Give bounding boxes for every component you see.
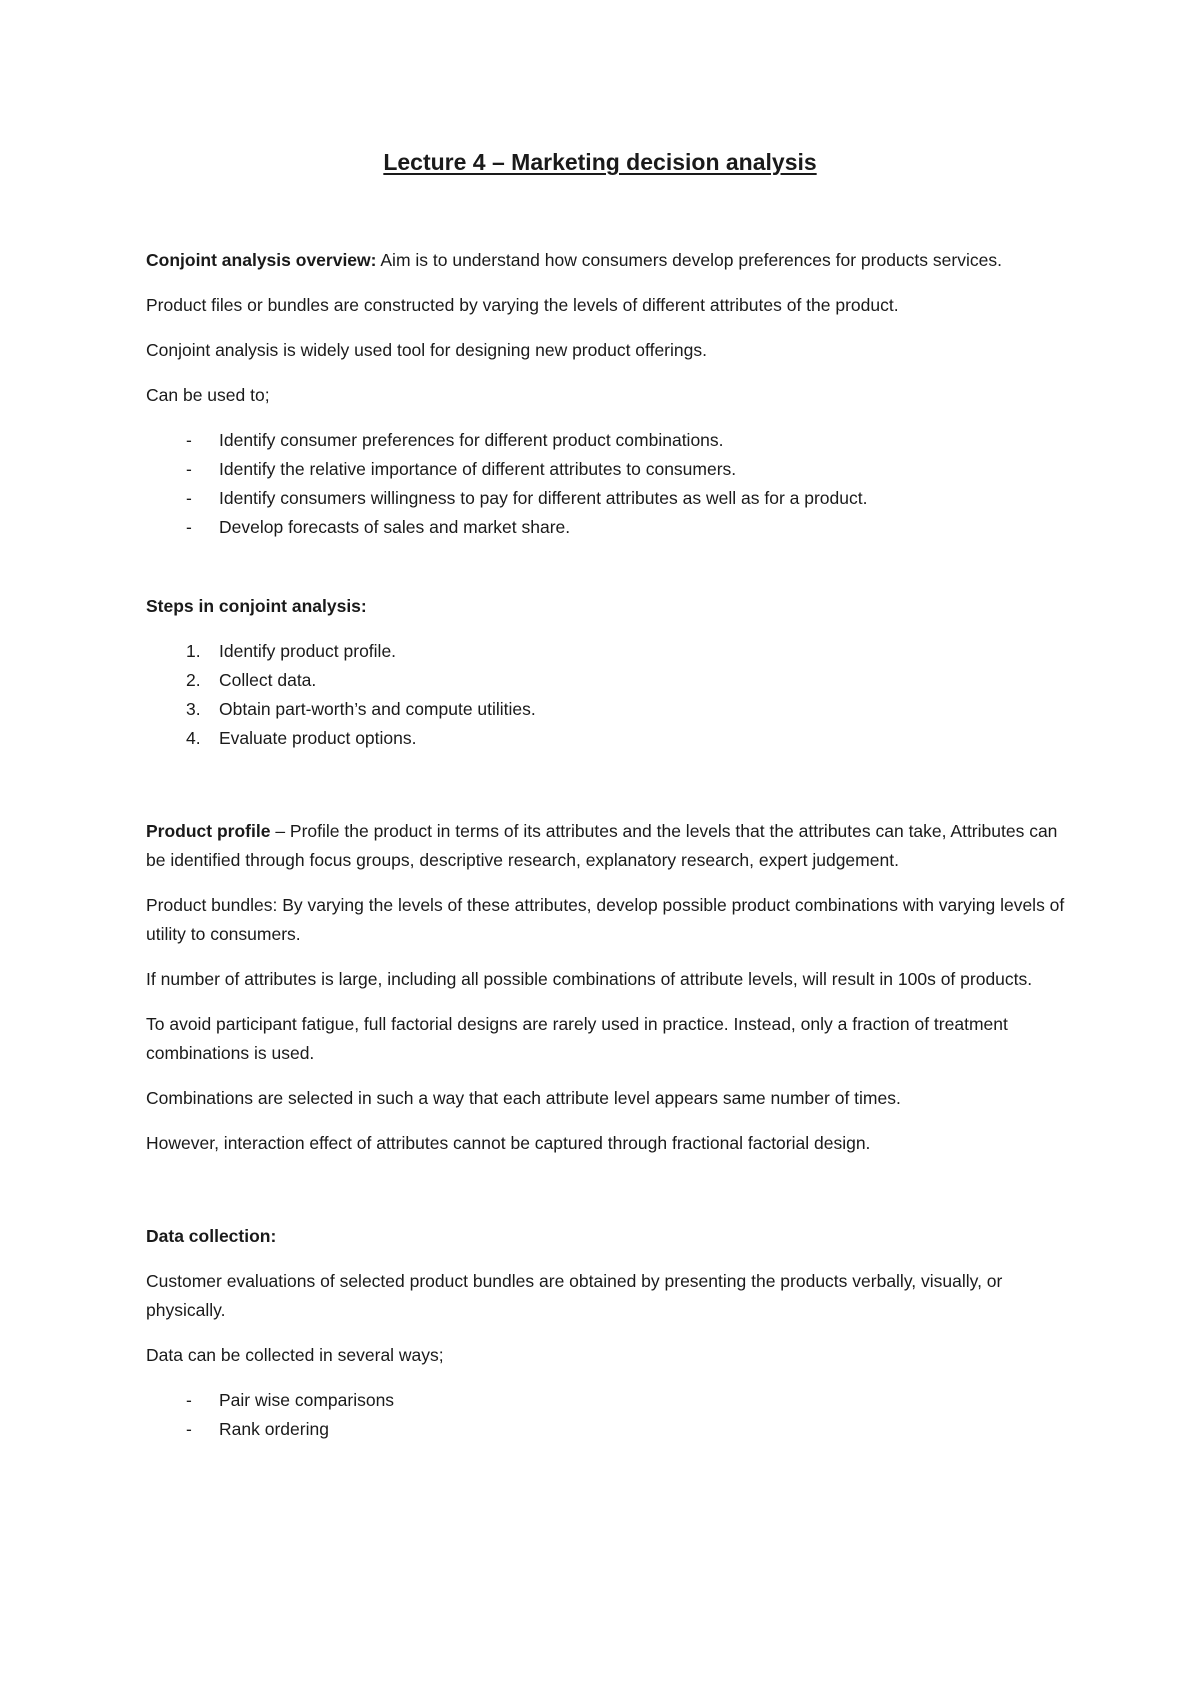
list-item (146, 1415, 1066, 1444)
dash-bullet: - (186, 1390, 192, 1410)
overview-p3: Conjoint analysis is widely used tool for designing new product offerings. (146, 340, 707, 360)
list-item-text: Identify consumer preferences for different product combinations. (219, 430, 724, 450)
steps-heading: Steps in conjoint analysis: (146, 596, 367, 616)
profile-p3: If number of attributes is large, including all possible combinations of attribute levels, will result in 100s of products. (146, 969, 1033, 989)
list-item-text: Identify consumers willingness to pay for different attributes as well as for a product. (219, 488, 868, 508)
overview-paragraph (146, 246, 1066, 275)
document-body (146, 246, 1066, 1444)
step-number: 1. (186, 641, 201, 661)
dash-bullet: - (186, 459, 192, 479)
step-number: 4. (186, 728, 201, 748)
data-collection-p1: Customer evaluations of selected product bundles are obtained by presenting the products verbally, visually, or physically. (146, 1271, 1003, 1320)
dash-bullet: - (186, 488, 192, 508)
list-item (146, 426, 1066, 455)
ways-list (146, 1386, 1066, 1444)
list-item (146, 637, 1066, 666)
dash-bullet: - (186, 430, 192, 450)
step-number: 2. (186, 670, 201, 690)
profile-text: – Profile the product in terms of its attributes and the levels that the attributes can take, Attributes can be identified through focus groups, descriptive research, explanatory research, expert judgement. (146, 821, 1058, 870)
list-item-text: Evaluate product options. (219, 728, 417, 748)
data-collection-p2: Data can be collected in several ways; (146, 1345, 444, 1365)
step-number: 3. (186, 699, 201, 719)
profile-p4: To avoid participant fatigue, full factorial designs are rarely used in practice. Instead, only a fraction of treatment combinations is used. (146, 1014, 1008, 1063)
data-collection-heading: Data collection: (146, 1226, 277, 1246)
list-item-text: Rank ordering (219, 1419, 329, 1439)
list-item-text: Obtain part-worth’s and compute utilities. (219, 699, 536, 719)
profile-heading: Product profile (146, 821, 271, 841)
dash-bullet: - (186, 517, 192, 537)
list-item (146, 695, 1066, 724)
list-item-text: Develop forecasts of sales and market share. (219, 517, 571, 537)
list-item-text: Identify product profile. (219, 641, 397, 661)
page-title: Lecture 4 – Marketing decision analysis (383, 149, 817, 175)
profile-p2: Product bundles: By varying the levels of these attributes, develop possible product combinations with varying levels of utility to consumers. (146, 895, 1065, 944)
list-item (146, 666, 1066, 695)
list-item (146, 1386, 1066, 1415)
dash-bullet: - (186, 1419, 192, 1439)
profile-paragraph (146, 817, 1066, 875)
list-item (146, 455, 1066, 484)
list-item-text: Pair wise comparisons (219, 1390, 395, 1410)
list-item (146, 513, 1066, 542)
profile-p5: Combinations are selected in such a way that each attribute level appears same number of times. (146, 1088, 901, 1108)
list-item (146, 724, 1066, 753)
steps-list (146, 637, 1066, 753)
overview-text: Aim is to understand how consumers develop preferences for products services. (376, 250, 1002, 270)
profile-p6: However, interaction effect of attributes cannot be captured through fractional factorial design. (146, 1133, 871, 1153)
list-item-text: Identify the relative importance of different attributes to consumers. (219, 459, 737, 479)
overview-heading: Conjoint analysis overview: (146, 250, 377, 270)
list-item (146, 484, 1066, 513)
overview-p2: Product files or bundles are constructed by varying the levels of different attributes of the product. (146, 295, 899, 315)
overview-p4: Can be used to; (146, 385, 270, 405)
list-item-text: Collect data. (219, 670, 317, 690)
uses-list (146, 426, 1066, 542)
